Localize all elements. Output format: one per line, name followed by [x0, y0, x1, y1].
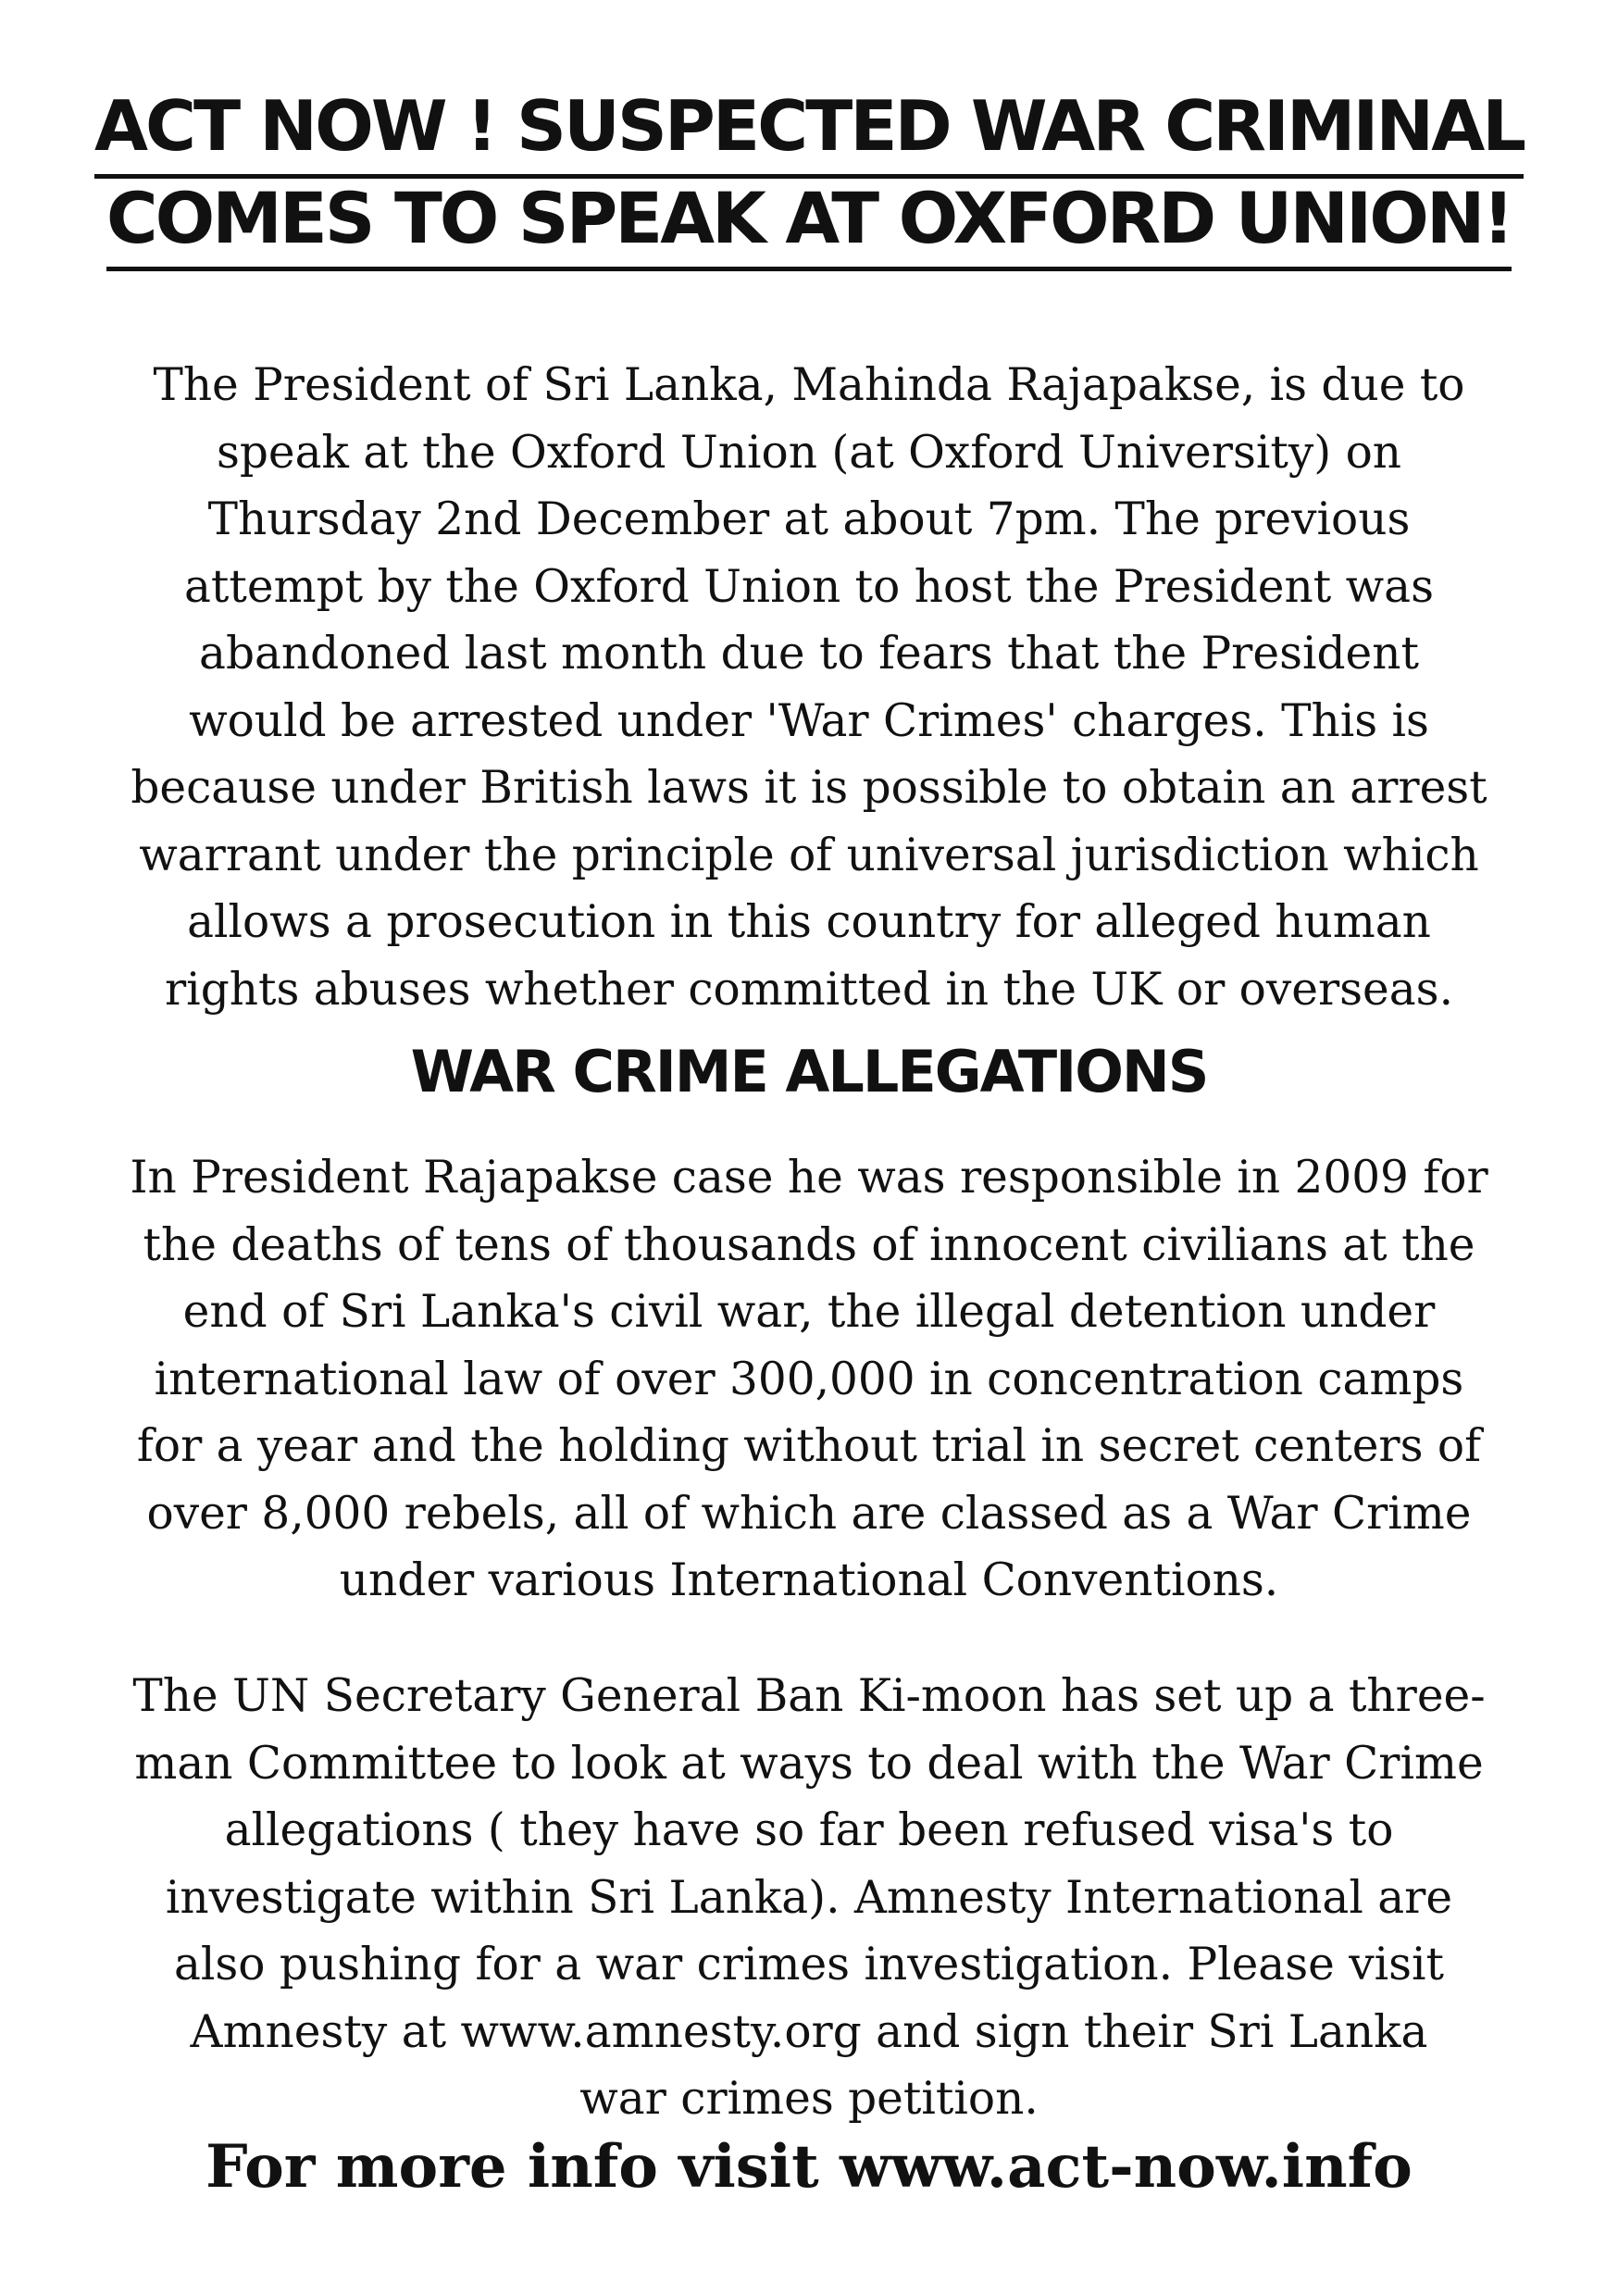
headline-line-2-text: COMES TO SPEAK AT OXFORD UNION!: [106, 174, 1512, 271]
paragraph-line: for a year and the holding without trial in secret centers of: [136, 1420, 1482, 1472]
paragraph-line: because under British laws it is possible to obtain an arrest: [131, 762, 1487, 814]
paragraph-line: The President of Sri Lanka, Mahinda Rajapakse, is due to: [153, 359, 1465, 411]
footer-info-line: For more info visit www.act-now.info: [205, 2132, 1413, 2202]
paragraph-line: Amnesty at www.amnesty.org and sign their Sri Lanka: [190, 2005, 1428, 2058]
paragraph-line: the deaths of tens of thousands of innocent civilians at the: [143, 1218, 1475, 1271]
paragraph-line: rights abuses whether committed in the UK or overseas.: [165, 963, 1453, 1016]
headline-line-1-text: ACT NOW ! SUSPECTED WAR CRIMINAL: [94, 81, 1524, 179]
intro-paragraph: [120, 352, 1498, 1023]
headline-line-1: [93, 81, 1525, 179]
paragraph-line: war crimes petition.: [579, 2073, 1039, 2125]
paragraph-line: investigate within Sri Lanka). Amnesty International are: [165, 1871, 1453, 1924]
paragraph-line: abandoned last month due to fears that the President: [199, 628, 1419, 680]
un-amnesty-paragraph: [120, 1663, 1498, 2133]
section-heading: WAR CRIME ALLEGATIONS: [410, 1038, 1208, 1105]
paragraph-line: man Committee to look at ways to deal with the War Crime: [134, 1737, 1484, 1790]
paragraph-line: attempt by the Oxford Union to host the President was: [184, 560, 1434, 613]
paragraph-line: warrant under the principle of universal jurisdiction which: [139, 829, 1479, 881]
paragraph-line: The UN Secretary General Ban Ki-moon has set up a three-: [132, 1670, 1486, 1722]
paragraph-line: end of Sri Lanka's civil war, the illegal detention under: [182, 1286, 1436, 1338]
paragraph-line: would be arrested under 'War Crimes' charges. This is: [189, 694, 1429, 747]
paragraph-line: under various International Conventions.: [339, 1554, 1279, 1606]
paragraph-line: allegations ( they have so far been refused visa's to: [224, 1804, 1394, 1856]
paragraph-line: Thursday 2nd December at about 7pm. The previous: [207, 493, 1411, 545]
paragraph-line: also pushing for a war crimes investigation. Please visit: [173, 1939, 1445, 1990]
allegations-paragraph: [120, 1144, 1498, 1615]
headline-line-2: [93, 174, 1525, 271]
paragraph-line: speak at the Oxford Union (at Oxford University) on: [216, 426, 1402, 479]
paragraph-line: international law of over 300,000 in concentration camps: [154, 1353, 1464, 1405]
paragraph-line: over 8,000 rebels, all of which are classed as a War Crime: [146, 1487, 1472, 1540]
paragraph-line: allows a prosecution in this country for alleged human: [187, 896, 1431, 948]
paragraph-line: In President Rajapakse case he was responsible in 2009 for: [130, 1152, 1488, 1204]
